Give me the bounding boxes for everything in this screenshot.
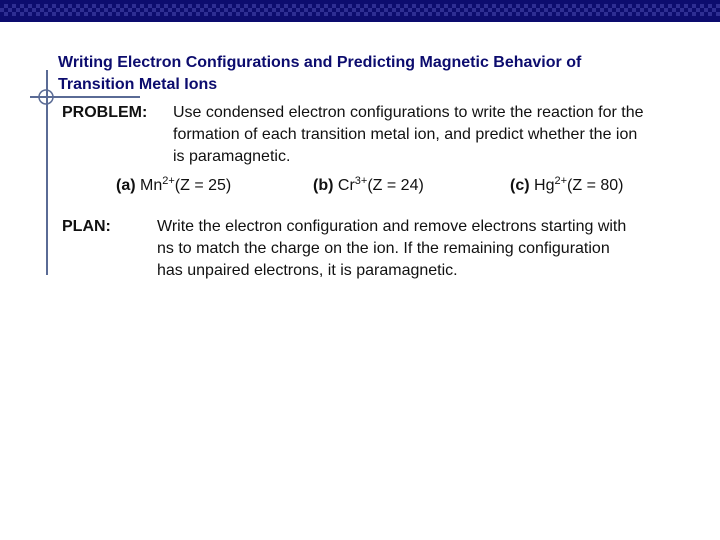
- part-a-charge: 2+: [162, 175, 175, 187]
- part-c-charge: 2+: [554, 175, 568, 187]
- top-banner: [0, 0, 720, 22]
- part-a-tag: (a): [116, 177, 136, 194]
- part-b-charge: 3+: [354, 175, 368, 187]
- part-a: [116, 175, 231, 197]
- part-c-tag: (c): [510, 177, 530, 194]
- part-c: [510, 175, 623, 197]
- part-c-atomic-number: (Z = 80): [567, 177, 624, 194]
- part-b-tag: (b): [313, 177, 334, 194]
- slide-title: [58, 52, 698, 96]
- problem-line-1: Use condensed electron configurations to write the reaction for the: [173, 104, 644, 121]
- plan-label: PLAN:: [62, 218, 111, 235]
- crosshair-icon: [36, 87, 56, 107]
- slide-title-line-2: Transition Metal Ions: [58, 76, 218, 93]
- problem-label: PROBLEM:: [62, 104, 148, 121]
- plan-line-2: ns to match the charge on the ion. If the remaining configuration: [157, 240, 610, 257]
- part-a-element: Mn: [140, 177, 163, 194]
- problem-text: [173, 102, 713, 168]
- plan-line-3: has unpaired electrons, it is paramagnetic.: [157, 262, 458, 279]
- plan-text: [157, 216, 713, 282]
- part-c-element: Hg: [534, 177, 555, 194]
- problem-line-2: formation of each transition metal ion, and predict whether the ion: [173, 126, 638, 143]
- part-b-element: Cr: [337, 177, 355, 194]
- part-b-atomic-number: (Z = 24): [367, 177, 424, 194]
- problem-line-3: is paramagnetic.: [173, 148, 291, 165]
- top-banner-pattern: [0, 4, 720, 16]
- plan-line-1: Write the electron configuration and remove electrons starting with: [157, 218, 627, 235]
- slide-title-line-1: Writing Electron Configurations and Predicting Magnetic Behavior of: [58, 54, 582, 71]
- part-a-atomic-number: (Z = 25): [174, 177, 232, 194]
- part-b: [313, 175, 424, 197]
